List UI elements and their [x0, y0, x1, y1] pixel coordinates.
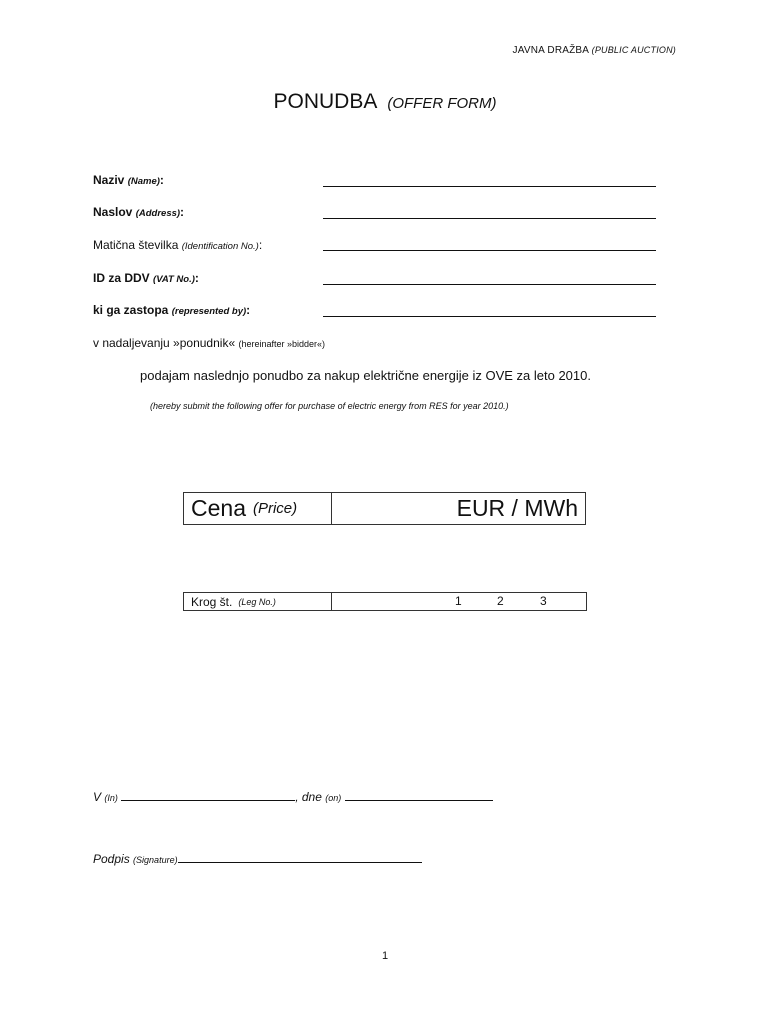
price-table: [183, 492, 586, 525]
field-label-text: ki ga zastopa: [93, 303, 169, 317]
field-hint: (represented by): [171, 306, 247, 317]
page-title: [0, 90, 770, 114]
leg-option-1[interactable]: 1: [455, 594, 462, 608]
field-name-label: [93, 173, 164, 187]
field-label-text: ID za DDV: [93, 271, 150, 285]
field-represented-label: [93, 303, 250, 317]
address-line[interactable]: [323, 218, 656, 219]
field-colon: :: [258, 238, 263, 252]
field-label-text: Naslov: [93, 205, 133, 219]
leg-table: [183, 592, 587, 611]
bidder-designation-text: v nadaljevanju »ponudnik«: [93, 336, 236, 350]
field-hint: (VAT No.): [153, 274, 195, 285]
price-input-cell[interactable]: [332, 493, 585, 524]
offer-statement: podajam naslednjo ponudbo za nakup električne energije iz OVE za leto 2010.: [140, 368, 591, 383]
document-header: [513, 45, 677, 56]
bidder-designation: [93, 336, 325, 350]
price-label: Cena: [191, 495, 246, 521]
date-hint: (on): [325, 793, 342, 803]
price-hint: (Price): [252, 500, 298, 517]
leg-options-cell: [332, 593, 586, 610]
field-id-number-label: [93, 238, 262, 252]
field-colon: :: [194, 271, 199, 285]
field-address-label: [93, 205, 184, 219]
date-line[interactable]: [345, 791, 493, 801]
name-line[interactable]: [323, 186, 656, 187]
signature-hint: (Signature): [133, 855, 178, 865]
leg-label-cell: [184, 593, 332, 610]
signature-label: Podpis: [93, 852, 130, 866]
header-title: JAVNA DRAŽBA: [512, 45, 589, 56]
leg-option-2[interactable]: 2: [497, 594, 504, 608]
id-number-line[interactable]: [323, 250, 656, 251]
field-label-text: Matična številka: [93, 238, 179, 252]
vat-line[interactable]: [323, 284, 656, 285]
header-translation: (PUBLIC AUCTION): [591, 45, 676, 55]
place-date-row: [93, 790, 493, 804]
title-main: PONUDBA: [273, 90, 378, 113]
leg-hint: (Leg No.): [238, 596, 276, 607]
field-label-text: Naziv: [93, 173, 125, 187]
field-vat-label: [93, 271, 199, 285]
place-label: V: [93, 790, 102, 804]
price-unit: EUR / MWh: [456, 495, 578, 521]
date-label: , dne: [295, 790, 322, 804]
title-translation: (OFFER FORM): [387, 95, 497, 112]
field-colon: :: [180, 205, 185, 219]
page-number: 1: [381, 950, 389, 962]
signature-row: [93, 852, 422, 866]
bidder-designation-hint: (hereinafter »bidder«): [238, 339, 326, 349]
represented-line[interactable]: [323, 316, 656, 317]
field-hint: (Identification No.): [181, 241, 259, 252]
field-hint: (Address): [135, 208, 181, 219]
place-hint: (In): [104, 793, 118, 803]
leg-option-3[interactable]: 3: [540, 594, 547, 608]
field-colon: :: [159, 173, 164, 187]
signature-line[interactable]: [178, 853, 422, 863]
place-line[interactable]: [121, 791, 295, 801]
field-colon: :: [246, 303, 251, 317]
price-label-cell: [184, 493, 332, 524]
field-hint: (Name): [127, 176, 160, 187]
offer-statement-translation: (hereby submit the following offer for purchase of electric energy from RES for year 2010.): [150, 401, 509, 411]
leg-label: Krog št.: [191, 594, 233, 609]
